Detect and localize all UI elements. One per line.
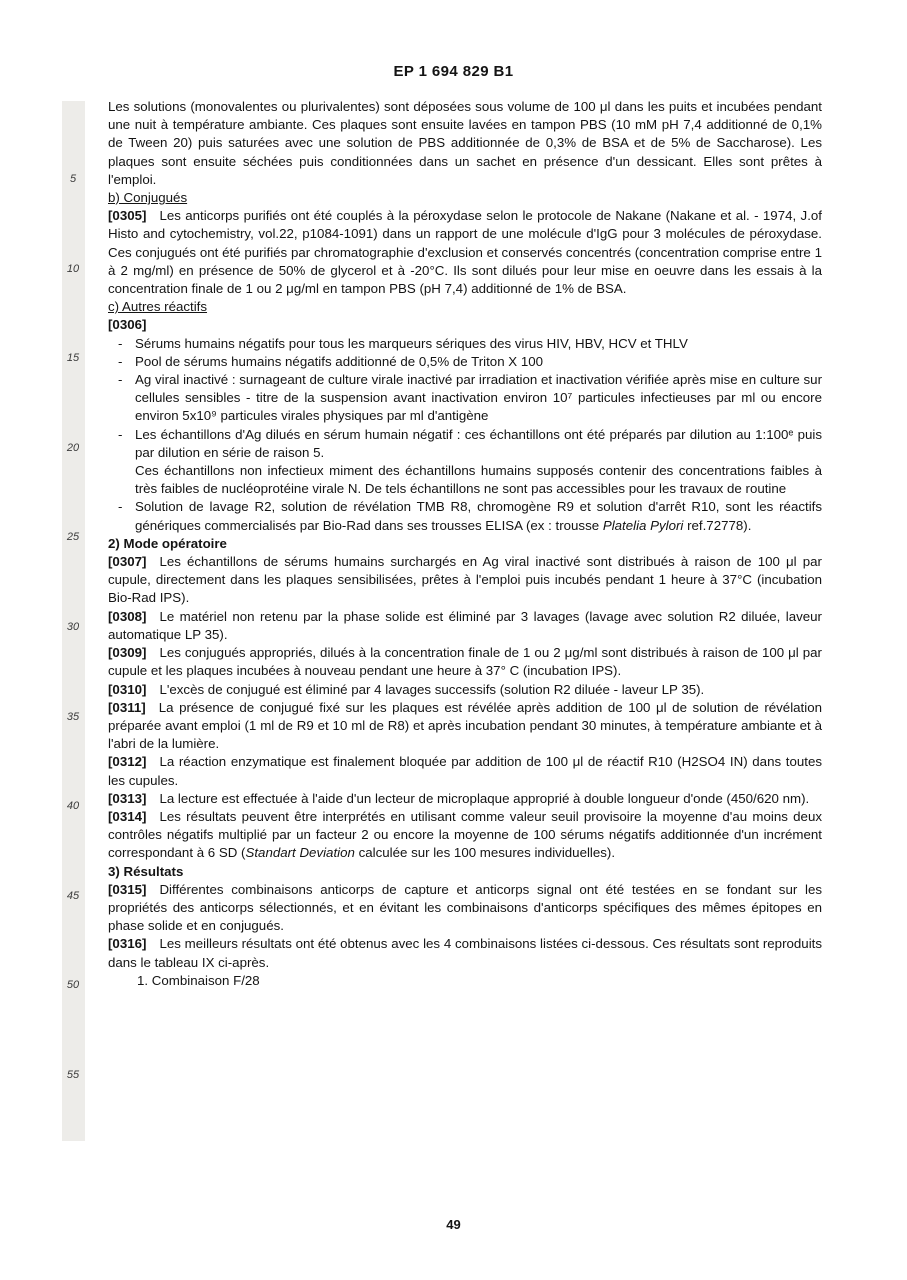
list-item-text: Pool de sérums humains négatifs additionné de 0,5% de Triton X 100	[135, 353, 544, 369]
paragraph-0311	[108, 699, 822, 754]
paragraph-0312	[108, 753, 822, 789]
paragraph-0310	[108, 681, 822, 699]
document-number: EP 1 694 829 B1	[393, 63, 514, 80]
paragraph-number: [0309]	[108, 645, 147, 661]
paragraph-text: L'excès de conjugué est éliminé par 4 lavages successifs (solution R2 diluée - laveur LP 35).	[159, 681, 705, 697]
line-number: 25	[66, 531, 80, 543]
list-item	[108, 426, 822, 462]
line-number: 30	[66, 621, 80, 633]
paragraph-0314	[108, 808, 822, 863]
line-number: 20	[66, 442, 80, 454]
paragraph-number: [0307]	[108, 554, 147, 570]
paragraph-number: [0312]	[108, 754, 147, 770]
paragraph-text: Les anticorps purifiés ont été couplés à la péroxydase selon le protocole de Nakane (Nakane et al. - 1974, J.of Histo and cytochemistry, vol.22, p1084-1091) dans un rapport de une molécule d'IgG pour 3 molécules de péroxydase. Ces conjugués ont été purifiés par chromatographie d'exclusion et conservés concentrés (concentration comprise entre 1 à 2 mg/ml) en présence de 50% de glycerol et à -20°C. Ils sont dilués pour leur mise en oeuvre dans les essais à la concentration finale de 1 ou 2 μg/ml en tampon PBS (pH 7,4) additionné de 1% de BSA.	[108, 208, 822, 297]
bullet-dash: -	[118, 499, 123, 515]
section-heading-mode-operatoire: 2) Mode opératoire	[108, 535, 227, 551]
list-item	[108, 335, 822, 353]
paragraph-text-post: calculée sur les 100 mesures individuelles).	[354, 845, 616, 861]
list-item	[108, 371, 822, 426]
paragraph-text: Les échantillons de sérums humains surchargés en Ag viral inactivé sont distribués à raison de 100 μl par cupule, directement dans les plaques sensibilisées, prêtes à l'emploi puis incubés pendant 1 heure à 37°C (incubation Bio-Rad IPS).	[108, 554, 822, 606]
list-item-text: Les échantillons d'Ag dilués en sérum humain négatif : ces échantillons ont été préparés par dilution au 1:100ᵉ puis par dilution en série de raison 5.	[135, 426, 822, 460]
intro-paragraph: Les solutions (monovalentes ou plurivalentes) sont déposées sous volume de 100 μl dans les puits et incubées pendant une nuit à température ambiante. Ces plaques sont ensuite lavées en tampon PBS (10 mM pH 7,4 additionné de 0,1% de Tween 20) puis saturées avec une solution de PBS additionnée de 0,3% de BSA et de 5% de Saccharose). Les plaques sont ensuite séchées puis conditionnées dans un sachet en présence d'un dessicant. Elles sont prêtes à l'emploi.	[108, 99, 822, 187]
trade-name-italic: Platelia Pylori	[602, 517, 684, 533]
paragraph-text: Le matériel non retenu par la phase solide est éliminé par 3 lavages (lavage avec solution R2 diluée, laveur automatique LP 35).	[108, 608, 822, 642]
line-number: 15	[66, 352, 80, 364]
paragraph-number: [0310]	[108, 681, 147, 697]
line-number: 40	[66, 800, 80, 812]
list-item-text-post: ref.72778).	[683, 517, 752, 533]
paragraph-text: La lecture est effectuée à l'aide d'un lecteur de microplaque approprié à double longueur d'onde (450/620 nm).	[159, 790, 810, 806]
line-number: 55	[66, 1069, 80, 1081]
paragraph-0315	[108, 881, 822, 936]
paragraph-text-pre: Les résultats peuvent être interprétés en utilisant comme valeur seuil provisoire la moyenne d'au moins deux contrôles négatifs multiplié par un facteur 2 ou encore la moyenne de 100 sérums négatifs additionnée d'un incrément correspondant à 6 SD (	[108, 808, 822, 861]
list-item	[108, 462, 822, 498]
list-item-text-pre: Solution de lavage R2, solution de révélation TMB R8, chromogène R9 et solution d'arrêt R10, sont les réactifs génériques commercialisés par Bio-Rad dans ses trousses ELISA (ex : trousse	[135, 499, 822, 533]
section-heading-resultats: 3) Résultats	[108, 863, 184, 879]
paragraph-text: Différentes combinaisons anticorps de capture et anticorps signal ont été testées en se fondant sur les propriétés des anticorps sélectionnés, et en évitant les combinaisons d'anticorps spécifiques des mêmes épitopes en phase solide et en conjugués.	[108, 881, 822, 934]
list-item	[108, 353, 822, 371]
list-item-text: Ag viral inactivé : surnageant de culture virale inactivé par irradiation et inactivation vérifiée après mise en culture sur cellules sensibles - titre de la suspension avant inactivation environ 10⁷ particules infectieuses par ml ou encore environ 5x10⁹ particules virales physiques par ml d'antigène	[135, 372, 822, 424]
page-body	[108, 98, 822, 990]
reagent-bullet-list	[108, 335, 822, 535]
paragraph-0307	[108, 553, 822, 608]
paragraph-number: [0316]	[108, 936, 147, 952]
paragraph-number: [0308]	[108, 608, 147, 624]
bullet-dash: -	[118, 372, 123, 388]
line-number: 35	[66, 711, 80, 723]
paragraph-number: [0313]	[108, 790, 147, 806]
paragraph-0309	[108, 644, 822, 680]
page-number: 49	[446, 1217, 461, 1232]
list-item-text	[135, 498, 822, 534]
paragraph-0306-label: [0306]	[108, 317, 147, 333]
paragraph-text: Les meilleurs résultats ont été obtenus avec les 4 combinaisons listées ci-dessous. Ces résultats sont reproduits dans le tableau IX ci-après.	[108, 936, 822, 970]
combination-list-item: 1. Combinaison F/28	[137, 972, 260, 988]
paragraph-0316	[108, 935, 822, 971]
term-italic: Standart Deviation	[245, 845, 355, 861]
paragraph-number: [0314]	[108, 808, 147, 824]
paragraph-text: La présence de conjugué fixé sur les plaques est révélée après addition de 100 μl de solution de révélation préparée avant emploi (1 ml de R9 et 10 ml de R8) et après incubation pendant 30 minutes, à température ambiante et à l'abri de la lumière.	[108, 699, 822, 752]
paragraph-number: [0311]	[108, 699, 146, 715]
section-heading-autres-reactifs: c) Autres réactifs	[108, 299, 208, 315]
line-number: 50	[66, 979, 80, 991]
paragraph-number: [0315]	[108, 881, 147, 897]
list-item-text: Ces échantillons non infectieux miment des échantillons humains supposés contenir des concentrations faibles à très faibles de nucléoprotéine virale N. De tels échantillons ne sont pas accessibles pour les travaux de routine	[135, 463, 822, 497]
paragraph-text: La réaction enzymatique est finalement bloquée par addition de 100 μl de réactif R10 (H2SO4 IN) dans toutes les cupules.	[108, 754, 822, 788]
paragraph-0305	[108, 207, 822, 298]
line-number: 10	[66, 263, 80, 275]
list-item-text: Sérums humains négatifs pour tous les marqueurs sériques des virus HIV, HBV, HCV et THLV	[135, 335, 688, 351]
paragraph-text: Les conjugués appropriés, dilués à la concentration finale de 1 ou 2 μg/ml sont distribués à raison de 100 μl par cupule et les plaques incubées à nouveau pendant une heure à 37° C (incubation IPS).	[108, 645, 822, 679]
bullet-dash: -	[118, 353, 123, 369]
section-heading-conjugues: b) Conjugués	[108, 190, 188, 206]
line-number: 45	[66, 890, 80, 902]
paragraph-number: [0305]	[108, 208, 147, 224]
paragraph-0313	[108, 790, 822, 808]
paragraph-0308	[108, 608, 822, 644]
line-number: 5	[69, 173, 77, 185]
list-item	[108, 498, 822, 534]
bullet-dash: -	[118, 335, 123, 351]
bullet-dash	[108, 462, 135, 498]
bullet-dash: -	[118, 426, 123, 442]
